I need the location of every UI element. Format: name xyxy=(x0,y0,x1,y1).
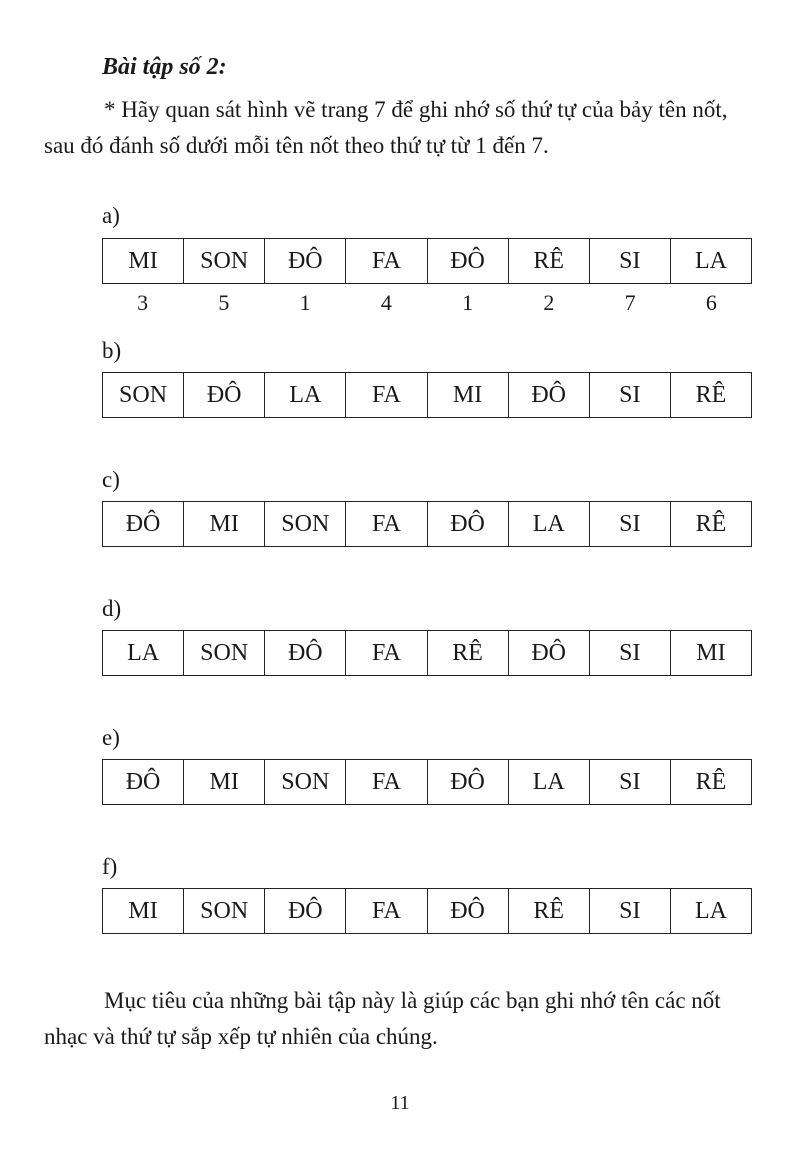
note-cell: SI xyxy=(589,760,670,804)
note-cell: SI xyxy=(589,373,670,417)
note-cell: FA xyxy=(345,373,426,417)
closing-line-2: nhạc và thứ tự sắp xếp tự nhiên của chúng. xyxy=(44,1024,438,1049)
note-cell: LA xyxy=(670,889,751,933)
note-number: 1 xyxy=(299,290,311,315)
exercise-b-label: b) xyxy=(102,338,122,363)
note-cell: LA xyxy=(508,760,589,804)
note-cell: LA xyxy=(670,239,751,283)
note-cell: SON xyxy=(183,239,264,283)
note-cell: SI xyxy=(589,889,670,933)
note-cell: SI xyxy=(589,631,670,675)
note-cell: FA xyxy=(345,502,426,546)
note-number: 2 xyxy=(543,290,555,315)
note-cell: ĐÔ xyxy=(508,631,589,675)
exercise-f-notes xyxy=(102,888,752,934)
instructions-line-2: sau đó đánh số dưới mỗi tên nốt theo thứ tự từ 1 đến 7. xyxy=(44,133,549,158)
closing-paragraph xyxy=(44,983,764,1055)
exercise-d-notes xyxy=(102,630,752,676)
note-cell: MI xyxy=(128,897,158,924)
note-number: 7 xyxy=(624,290,636,315)
note-cell: MI xyxy=(183,502,264,546)
note-cell: MI xyxy=(128,247,158,274)
note-cell: ĐÔ xyxy=(427,889,508,933)
exercise-e-notes xyxy=(102,759,752,805)
note-cell: RÊ xyxy=(427,631,508,675)
note-cell: ĐÔ xyxy=(264,889,345,933)
exercise-a-numbers xyxy=(102,290,752,316)
note-number: 5 xyxy=(218,290,230,315)
page-number: 11 xyxy=(390,1092,410,1114)
note-cell: LA xyxy=(127,639,160,666)
exercise-e-label: e) xyxy=(102,725,120,750)
note-cell: SON xyxy=(183,631,264,675)
note-cell: SON xyxy=(119,381,168,408)
note-cell: FA xyxy=(345,631,426,675)
note-cell: ĐÔ xyxy=(183,373,264,417)
closing-line-1: Mục tiêu của những bài tập này là giúp các bạn ghi nhớ tên các nốt xyxy=(104,988,721,1013)
exercise-a-label: a) xyxy=(102,203,120,228)
note-cell: SI xyxy=(589,239,670,283)
instructions xyxy=(44,92,764,164)
exercise-d-label: d) xyxy=(102,596,122,621)
note-cell: FA xyxy=(345,239,426,283)
note-cell: RÊ xyxy=(670,760,751,804)
note-cell: ĐÔ xyxy=(427,760,508,804)
exercise-title: Bài tập số 2: xyxy=(102,54,227,80)
note-number: 1 xyxy=(462,290,474,315)
exercise-c-label: c) xyxy=(102,467,120,492)
note-cell: SON xyxy=(264,760,345,804)
note-cell: FA xyxy=(345,889,426,933)
note-cell: ĐÔ xyxy=(508,373,589,417)
note-cell: RÊ xyxy=(508,889,589,933)
note-cell: SON xyxy=(183,889,264,933)
note-cell: MI xyxy=(670,631,751,675)
note-cell: LA xyxy=(508,502,589,546)
note-number: 4 xyxy=(380,290,392,315)
note-number: 6 xyxy=(705,290,717,315)
note-cell: ĐÔ xyxy=(264,239,345,283)
exercise-c-notes xyxy=(102,501,752,547)
note-cell: MI xyxy=(183,760,264,804)
note-cell: RÊ xyxy=(508,239,589,283)
exercise-a-notes xyxy=(102,238,752,284)
exercise-f-label: f) xyxy=(102,854,118,879)
note-cell: LA xyxy=(264,373,345,417)
note-cell: FA xyxy=(345,760,426,804)
note-cell: RÊ xyxy=(670,502,751,546)
note-cell: ĐÔ xyxy=(125,510,161,537)
note-cell: ĐÔ xyxy=(264,631,345,675)
instructions-line-1: * Hãy quan sát hình vẽ trang 7 để ghi nhớ số thứ tự của bảy tên nốt, xyxy=(104,97,728,122)
note-cell: SI xyxy=(589,502,670,546)
note-cell: SON xyxy=(264,502,345,546)
note-cell: MI xyxy=(427,373,508,417)
note-cell: ĐÔ xyxy=(427,502,508,546)
note-number: 3 xyxy=(137,290,149,315)
note-cell: RÊ xyxy=(670,373,751,417)
note-cell: ĐÔ xyxy=(427,239,508,283)
note-cell: ĐÔ xyxy=(125,768,161,795)
exercise-b-notes xyxy=(102,372,752,418)
